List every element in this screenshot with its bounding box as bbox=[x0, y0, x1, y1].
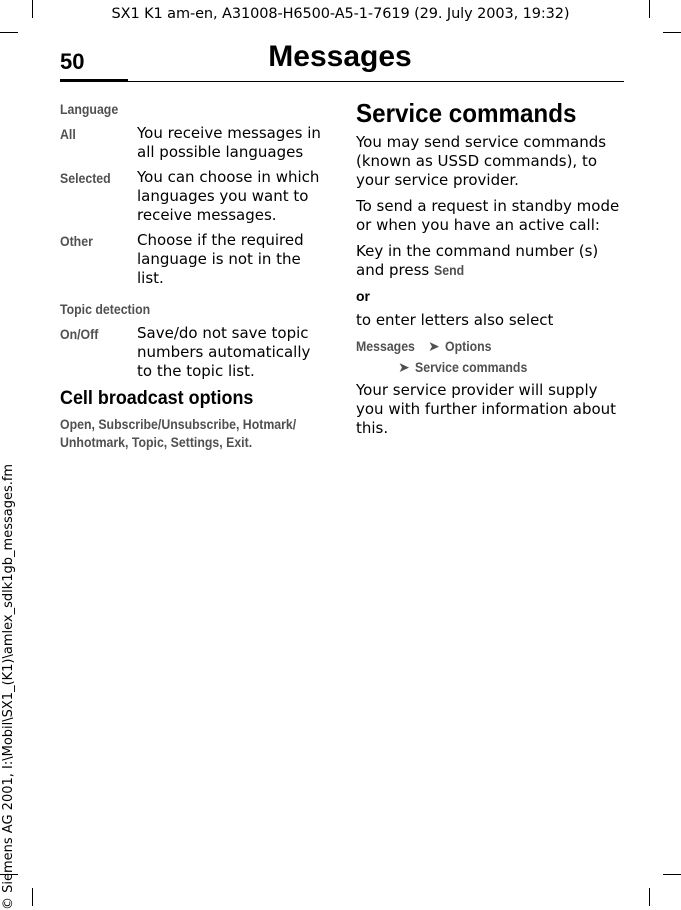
or-label: or bbox=[356, 288, 370, 304]
running-header: SX1 K1 am-en, A31008-H6500-A5-1-7619 (29. July 2003, 19:32) bbox=[111, 6, 570, 22]
menu-path-service-commands: Service commands bbox=[414, 359, 528, 375]
definition-text: Save/do not save topic numbers automatically to the topic list. bbox=[137, 324, 311, 380]
cell-broadcast-heading: Cell broadcast options bbox=[60, 387, 254, 409]
menu-path bbox=[356, 337, 624, 356]
paragraph: Your service provider will supply you with further information about this. bbox=[356, 381, 617, 437]
definition-row bbox=[60, 231, 330, 288]
crop-mark bbox=[32, 888, 33, 906]
crop-mark bbox=[663, 32, 681, 33]
crop-mark bbox=[663, 874, 681, 875]
definition-row bbox=[60, 324, 330, 381]
paragraph: To send a request in standby mode or when you have an active call: bbox=[356, 197, 620, 234]
page-number: 50 bbox=[60, 49, 85, 74]
menu-path-line2 bbox=[356, 358, 624, 377]
term-on-off: On/Off bbox=[60, 326, 99, 342]
crop-mark bbox=[0, 32, 18, 33]
paragraph: You may send service commands (known as USSD commands), to your service provider. bbox=[356, 133, 607, 189]
term-selected: Selected bbox=[60, 170, 111, 186]
definition-row bbox=[60, 124, 330, 162]
service-commands-heading: Service commands bbox=[356, 98, 577, 128]
right-column bbox=[356, 97, 624, 445]
page-title: Messages bbox=[268, 40, 412, 73]
copyright-text: © Siemens AG 2001, I:\Mobil\SX1_(K1)\amlex_sdlk1gb_messages.fm bbox=[1, 463, 16, 910]
definition-text: You receive messages in all possible languages bbox=[137, 124, 321, 161]
crop-mark bbox=[649, 888, 650, 906]
cell-broadcast-options: Open, Subscribe/Unsubscribe, Hotmark/ Unhotmark, Topic, Settings, Exit. bbox=[60, 416, 297, 450]
left-column bbox=[60, 100, 330, 451]
topic-section-label: Topic detection bbox=[60, 301, 151, 317]
paragraph: to enter letters also select bbox=[356, 311, 554, 329]
arrow-right-icon: ➤ bbox=[398, 360, 410, 376]
definition-row bbox=[60, 168, 330, 225]
term-all: All bbox=[60, 126, 76, 142]
definition-text: Choose if the required language is not in the list. bbox=[137, 231, 304, 287]
copyright-margin-text bbox=[1, 390, 16, 910]
send-key-label: Send bbox=[434, 262, 465, 278]
term-other: Other bbox=[60, 233, 93, 249]
menu-path-messages: Messages bbox=[356, 338, 415, 354]
arrow-right-icon: ➤ bbox=[428, 339, 440, 355]
language-section-label: Language bbox=[60, 101, 119, 117]
header-rule bbox=[60, 81, 624, 82]
paragraph: Key in the command number (s) and press Send bbox=[356, 242, 599, 279]
menu-path-options: Options bbox=[444, 338, 492, 354]
definition-text: You can choose in which languages you want to receive messages. bbox=[137, 168, 320, 224]
